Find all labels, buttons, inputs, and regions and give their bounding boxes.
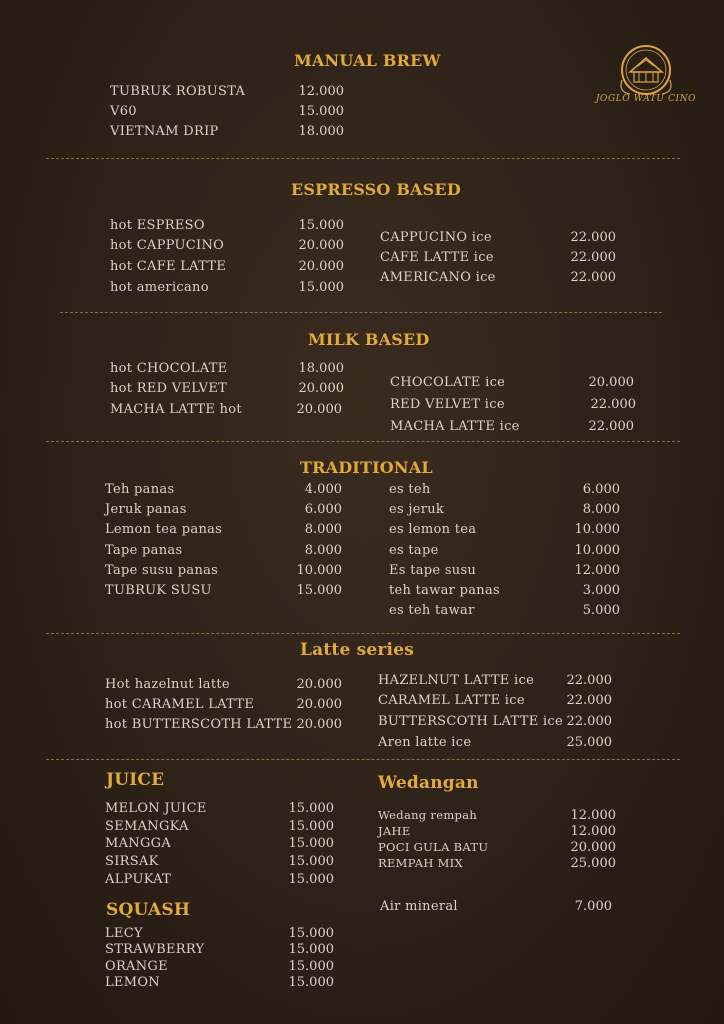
menu-item-name: POCI GULA BATU <box>378 840 489 854</box>
menu-item-name: Hot hazelnut latte <box>105 677 230 692</box>
menu-item-price: 15.000 <box>288 819 334 834</box>
menu-item-name: TUBRUK ROBUSTA <box>110 84 246 99</box>
section-title-espresso: ESPRESSO BASED <box>291 180 461 199</box>
menu-item-name: hot CAFE LATTE <box>110 259 227 274</box>
menu-item-name: AMERICANO ice <box>380 270 496 285</box>
section-title-milk: MILK BASED <box>308 330 430 349</box>
menu-item-name: V60 <box>110 104 137 119</box>
menu-item-name: LEMON <box>105 975 160 990</box>
menu-item-price: 15.000 <box>298 218 344 233</box>
menu-item-name: CHOCOLATE ice <box>390 375 506 390</box>
menu-item-name: CAFE LATTE ice <box>380 250 494 265</box>
menu-item-price: 20.000 <box>298 259 344 274</box>
section-title-squash: SQUASH <box>106 900 191 920</box>
menu-item-price: 12.000 <box>570 824 616 839</box>
menu-item-name: SEMANGKA <box>105 819 189 834</box>
menu-item-price: 12.000 <box>570 808 616 823</box>
menu-item-price: 7.000 <box>574 899 612 914</box>
menu-item-price: 22.000 <box>570 250 616 265</box>
menu-item-price: 15.000 <box>298 104 344 119</box>
menu-item-price: 15.000 <box>288 942 334 957</box>
menu-item-price: 10.000 <box>574 522 620 537</box>
menu-item-price: 20.000 <box>570 840 616 855</box>
menu-item-name: es teh <box>389 482 431 497</box>
menu-item-name: ALPUKAT <box>105 872 172 887</box>
menu-item-price: 15.000 <box>288 854 334 869</box>
menu-item-name: es tape <box>389 543 439 558</box>
menu-item-name: hot CHOCOLATE <box>110 361 228 376</box>
divider <box>46 759 680 760</box>
menu-item-price: 22.000 <box>588 419 634 434</box>
section-title-manual-brew: MANUAL BREW <box>294 51 441 70</box>
menu-item-price: 12.000 <box>298 84 344 99</box>
menu-item-price: 20.000 <box>296 697 342 712</box>
menu-item-name: Wedang rempah <box>378 808 478 822</box>
menu-item-price: 15.000 <box>288 926 334 941</box>
menu-item-price: 18.000 <box>298 124 344 139</box>
menu-item-price: 15.000 <box>288 959 334 974</box>
menu-item-price: 8.000 <box>304 522 342 537</box>
menu-item-name: Jeruk panas <box>105 502 187 517</box>
menu-item-price: 8.000 <box>304 543 342 558</box>
menu-item-price: 12.000 <box>574 563 620 578</box>
menu-item-price: 15.000 <box>288 872 334 887</box>
menu-item-name: hot americano <box>110 280 209 295</box>
menu-item-price: 15.000 <box>288 801 334 816</box>
menu-item-price: 6.000 <box>304 502 342 517</box>
menu-item-price: 6.000 <box>582 482 620 497</box>
menu-item-price: 15.000 <box>288 975 334 990</box>
menu-item-price: 25.000 <box>566 735 612 750</box>
menu-item-price: 10.000 <box>574 543 620 558</box>
menu-item-name: hot BUTTERSCOTH LATTE <box>105 717 293 732</box>
menu-item-name: hot RED VELVET <box>110 381 228 396</box>
menu-item-name: Es tape susu <box>389 563 477 578</box>
section-title-juice: JUICE <box>106 770 165 790</box>
menu-item-name: teh tawar panas <box>389 583 500 598</box>
menu-item-name: Tape panas <box>105 543 183 558</box>
menu-item-name: VIETNAM DRIP <box>110 124 219 139</box>
menu-item-name: Lemon tea panas <box>105 522 223 537</box>
menu-item-price: 18.000 <box>298 361 344 376</box>
section-title-latte: Latte series <box>300 640 414 660</box>
menu-item-price: 22.000 <box>590 397 636 412</box>
menu-item-name: CAPPUCINO ice <box>380 230 492 245</box>
menu-item-name: LECY <box>105 926 143 941</box>
divider <box>46 441 680 442</box>
menu-item-name: SIRSAK <box>105 854 159 869</box>
divider <box>60 312 662 313</box>
menu-item-name: Tape susu panas <box>105 563 219 578</box>
menu-item-price: 22.000 <box>566 693 612 708</box>
menu-item-price: 22.000 <box>570 270 616 285</box>
brand-name: JOGLO WATU CINO <box>595 94 697 104</box>
divider <box>46 633 680 634</box>
divider <box>46 158 680 159</box>
menu-item-price: 20.000 <box>296 717 342 732</box>
section-title-wedangan: Wedangan <box>378 773 479 793</box>
menu-item-price: 22.000 <box>566 673 612 688</box>
menu-item-name: MANGGA <box>105 836 172 851</box>
menu-item-price: 5.000 <box>582 603 620 618</box>
menu-item-price: 4.000 <box>304 482 342 497</box>
menu-item-price: 8.000 <box>582 502 620 517</box>
menu-item-price: 10.000 <box>296 563 342 578</box>
menu-item-price: 22.000 <box>566 714 612 729</box>
menu-item-name: Air mineral <box>380 899 458 914</box>
menu-item-name: TUBRUK SUSU <box>105 583 212 598</box>
menu-item-name: HAZELNUT LATTE ice <box>378 673 535 688</box>
menu-item-name: CARAMEL LATTE ice <box>378 693 525 708</box>
menu-item-price: 15.000 <box>296 583 342 598</box>
menu-item-price: 22.000 <box>570 230 616 245</box>
menu-item-name: hot CAPPUCINO <box>110 238 225 253</box>
menu-item-name: ORANGE <box>105 959 168 974</box>
menu-item-price: 25.000 <box>570 856 616 871</box>
menu-item-price: 15.000 <box>288 836 334 851</box>
menu-item-price: 20.000 <box>298 381 344 396</box>
menu-item-name: es jeruk <box>389 502 445 517</box>
menu-item-name: MACHA LATTE hot <box>110 402 242 417</box>
menu-item-name: MACHA LATTE ice <box>390 419 520 434</box>
menu-item-name: REMPAH MIX <box>378 856 464 870</box>
menu-item-name: es teh tawar <box>389 603 475 618</box>
menu-item-name: BUTTERSCOTH LATTE ice <box>378 714 563 729</box>
menu-item-name: MELON JUICE <box>105 801 207 816</box>
menu-item-name: RED VELVET ice <box>390 397 505 412</box>
menu-item-price: 20.000 <box>296 402 342 417</box>
menu-item-price: 20.000 <box>588 375 634 390</box>
menu-item-price: 3.000 <box>582 583 620 598</box>
menu-item-name: hot ESPRESO <box>110 218 205 233</box>
menu-item-price: 20.000 <box>296 677 342 692</box>
menu-item-price: 20.000 <box>298 238 344 253</box>
menu-item-name: hot CARAMEL LATTE <box>105 697 255 712</box>
menu-item-name: STRAWBERRY <box>105 942 205 957</box>
menu-item-name: Teh panas <box>105 482 175 497</box>
menu-item-name: Aren latte ice <box>378 735 472 750</box>
section-title-traditional: TRADITIONAL <box>300 458 433 477</box>
menu-item-name: JAHE <box>378 824 411 838</box>
menu-item-price: 15.000 <box>298 280 344 295</box>
menu-item-name: es lemon tea <box>389 522 477 537</box>
